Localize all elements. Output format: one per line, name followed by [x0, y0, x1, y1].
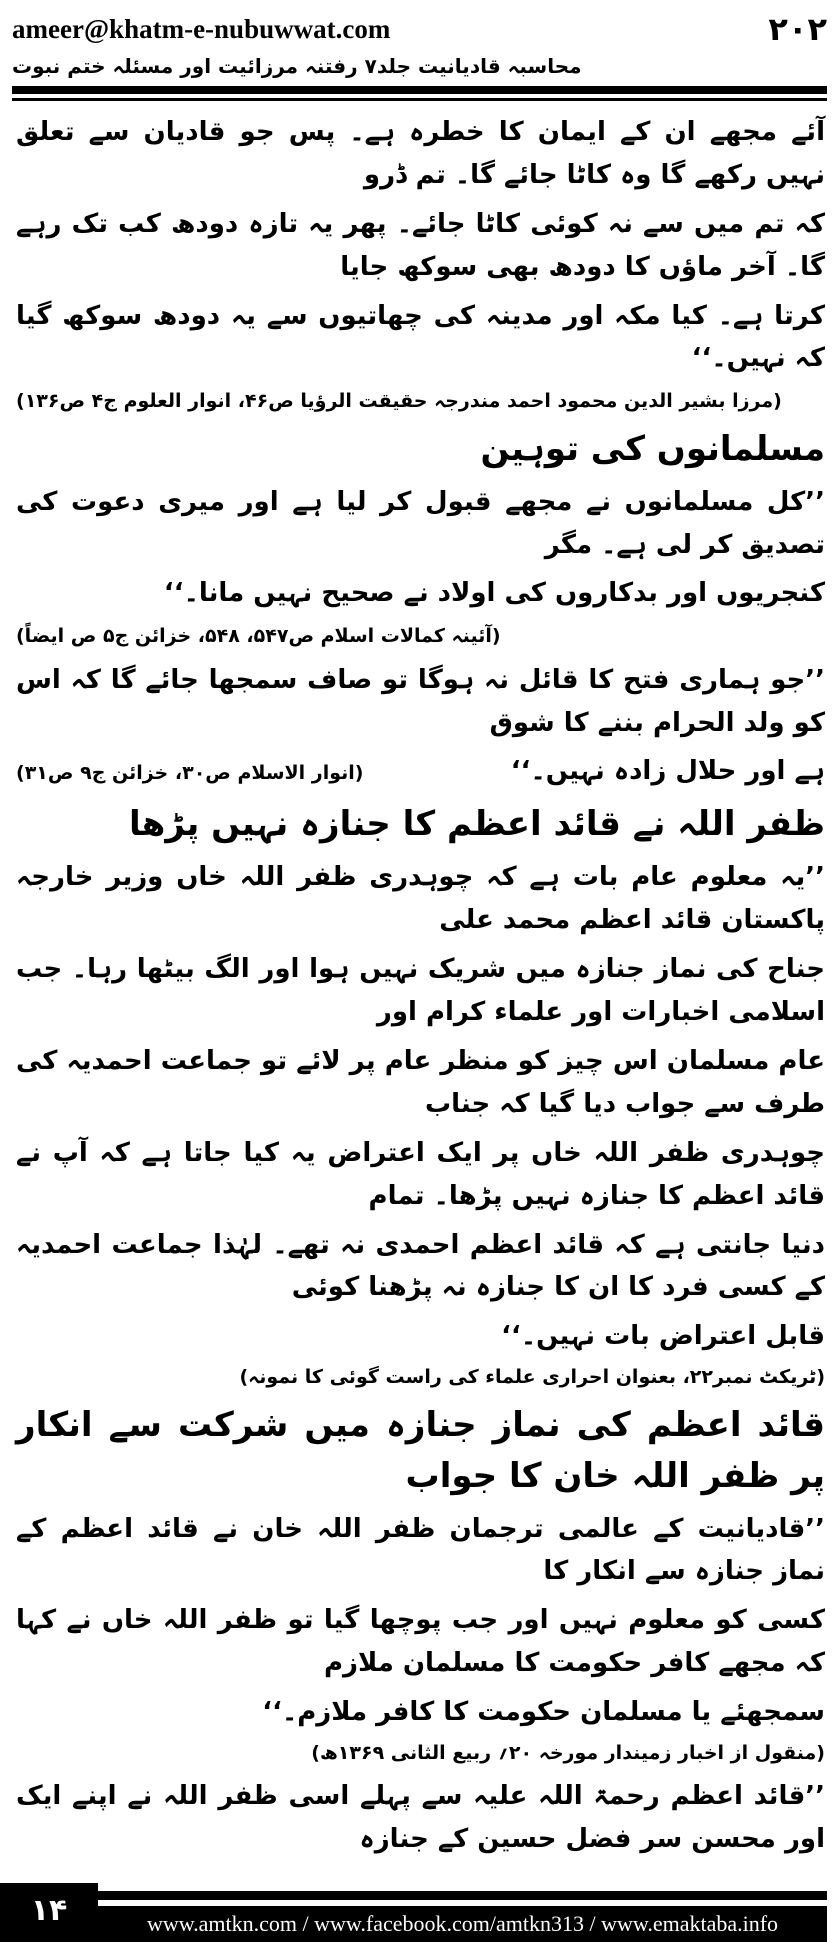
text-line: قابل اعتراض بات نہیں۔‘‘: [501, 1321, 825, 1352]
text-line-with-citation: [16, 750, 825, 793]
text-line: کرتا ہے۔ کیا مکہ اور مدینہ کی چھاتیوں سے یہ دودھ سوکھ گیا کہ نہیں۔‘‘: [16, 300, 825, 374]
header-email: ameer@khatm-e-nubuwwat.com: [12, 13, 391, 44]
text-line: کہ تم میں سے نہ کوئی کاٹا جائے۔ پھر یہ تازہ دودھ کب تک رہے گا۔ آخر ماؤں کا دودھ بھی سوکھ جایا: [16, 208, 825, 282]
text-line: ’’قادیانیت کے عالمی ترجمان ظفر اللہ خان نے قائد اعظم کے نماز جنازہ سے انکار کا: [16, 1513, 825, 1587]
footer-rule: [98, 1891, 827, 1900]
text-line: ’’قائد اعظم رحمۃ اللہ علیہ سے پہلے اسی ظفر اللہ نے اپنے ایک اور محسن سر فضل حسین کے جنازہ: [16, 1781, 825, 1855]
citation: (آئینہ کمالات اسلام ص۵۴۷، ۵۴۸، خزائن ج۵ ص ایضاً): [16, 625, 501, 648]
text-line: ’’جو ہماری فتح کا قائل نہ ہوگا تو صاف سمجھا جائے گا کہ اس کو ولد الحرام بننے کا شوق: [16, 664, 825, 738]
header-rule-thick: [12, 86, 827, 94]
citation: (انوار الاسلام ص۳۰، خزائن ج۹ ص۳۱): [16, 762, 364, 785]
text-line: سمجھئے یا مسلمان حکومت کا کافر ملازم۔‘‘: [262, 1697, 825, 1728]
page-header: [0, 0, 839, 78]
footer-page-number: ۱۴: [0, 1883, 98, 1942]
text-line: کسی کو معلوم نہیں اور جب پوچھا گیا تو ظفر اللہ خاں نے کہا کہ مجھے کافر حکومت کا مسلمان ملازم: [16, 1605, 825, 1679]
text-line: ’’یہ معلوم عام بات ہے کہ چوہدری ظفر اللہ خاں وزیر خارجہ پاکستان قائد اعظم محمد علی: [16, 862, 825, 936]
text-line: جناح کی نماز جنازہ میں شریک نہیں ہوا اور الگ بیٹھا رہا۔ جب اسلامی اخبارات اور علماء کرام اور: [16, 954, 825, 1028]
text-line: آئے مجھے ان کے ایمان کا خطرہ ہے۔ پس جو قادیان سے تعلق نہیں رکھے گا وہ کاٹا جائے گا۔ تم ڈرو: [16, 117, 825, 190]
header-book-title: محاسبہ قادیانیت جلد۷ رفتنہ مرزائیت اور مسئلہ ختم نبوت: [12, 54, 582, 78]
section-heading: مسلمانوں کی توہین: [480, 428, 825, 469]
text-line: عام مسلمان اس چیز کو منظر عام پر لائے تو جماعت احمدیہ کی طرف سے جواب دیا گیا کہ جناب: [16, 1045, 825, 1119]
text-line: چوہدری ظفر اللہ خاں پر ایک اعتراض یہ کیا جاتا ہے کہ آپ نے قائد اعظم کا جنازہ نہیں پڑھا۔ تمام: [16, 1137, 825, 1211]
text-line-with-citation: [16, 1315, 825, 1393]
footer-links: www.amtkn.com / www.facebook.com/amtkn313 / www.emaktaba.info: [98, 1906, 827, 1942]
text-line-with-citation: [16, 1691, 825, 1769]
text-line: دنیا جانتی ہے کہ قائد اعظم احمدی نہ تھے۔ لہٰذا جماعت احمدیہ کے کسی فرد کا ان کا جنازہ نہ پڑھنا کوئی: [16, 1229, 825, 1303]
section-heading: قائد اعظم کی نماز جنازہ میں شرکت سے انکار پر ظفر اللہ خان کا جواب: [16, 1404, 825, 1496]
section-heading: ظفر اللہ نے قائد اعظم کا جنازہ نہیں پڑھا: [129, 804, 825, 845]
header-page-number: ۲۰۲: [768, 10, 827, 48]
text-line: ہے اور حلال زادہ نہیں۔‘‘: [510, 756, 825, 787]
citation: (مرزا بشیر الدین محمود احمد مندرجہ حقیقت الرؤیا ص۴۶، انوار العلوم ج۴ ص۱۳۶): [16, 390, 782, 413]
text-line: کنجریوں اور بدکاروں کی اولاد نے صحیح نہیں مانا۔‘‘: [163, 578, 825, 609]
page-footer: [0, 1883, 839, 1942]
page-body: [0, 101, 839, 1883]
text-line: ’’کل مسلمانوں نے مجھے قبول کر لیا ہے اور میری دعوت کی تصدیق کر لی ہے۔ مگر: [16, 486, 825, 560]
citation: (منقول از اخبار زمیندار مورخہ ۲۰؍ ربیع الثانی ۱۳۶۹ھ): [311, 1741, 825, 1764]
citation: (ٹریکٹ نمبر۲۲، بعنوان احراری علماء کی راست گوئی کا نمونہ): [239, 1366, 825, 1389]
footer-right: [98, 1883, 827, 1942]
